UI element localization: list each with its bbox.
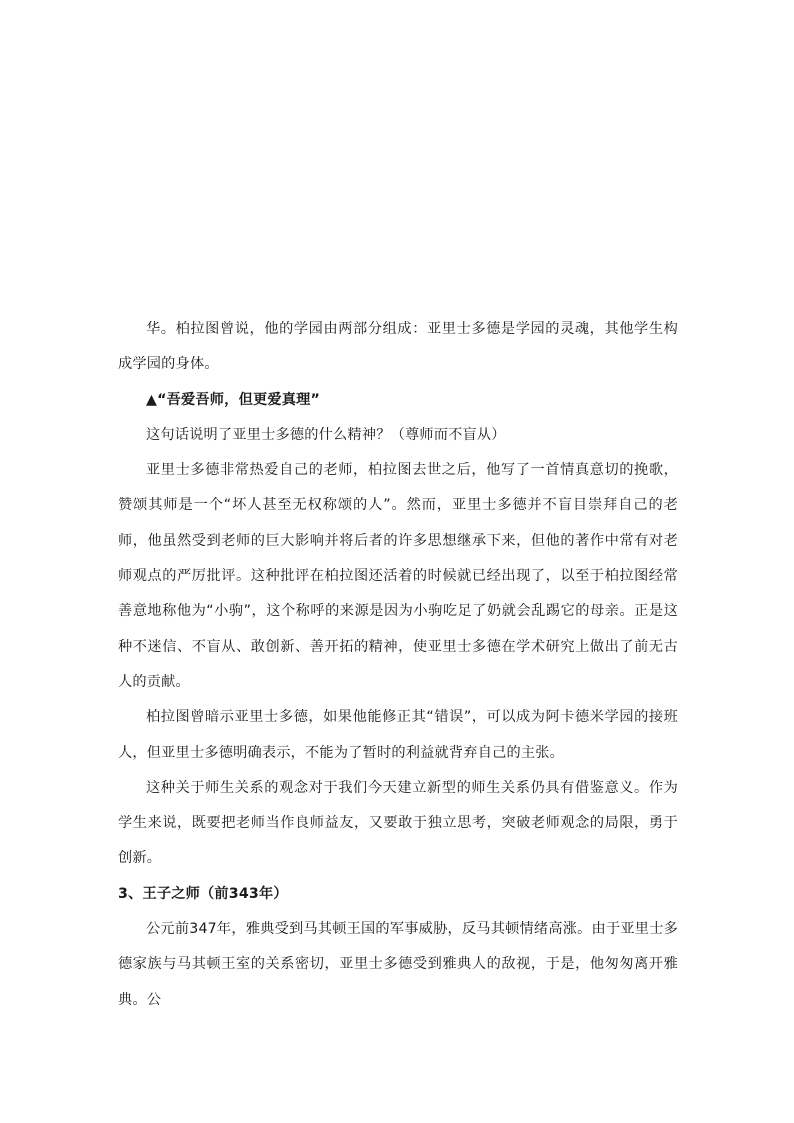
- quote-heading: ▲“吾爱吾师，但更爱真理”: [146, 391, 321, 408]
- paragraph-body: 柏拉图曾暗示亚里士多德，如果他能修正其“错误”，可以成为阿卡德米学园的接班人，但亚里士多德明确表示，不能为了暂时的利益就背弃自己的主张。: [118, 709, 678, 761]
- paragraph-body: 这种关于师生关系的观念对于我们今天建立新型的师生关系仍具有借鉴意义。作为学生来说，既要把老师当作良师益友，又要敢于独立思考，突破老师观念的局限，勇于创新。: [118, 779, 678, 867]
- section-heading: 3、王子之师（前343年）: [118, 885, 288, 902]
- paragraph-body: 公元前347年，雅典受到马其顿王国的军事威胁，反马其顿情绪高涨。由于亚里士多德家族与马其顿王室的关系密切，亚里士多德受到雅典人的敌视，于是，他匆匆离开雅典。公: [118, 921, 678, 1008]
- question-paragraph: 这句话说明了亚里士多德的什么精神？（尊师而不盲从）: [146, 426, 506, 443]
- paragraph-continuation: 华。柏拉图曾说，他的学园由两部分组成：亚里士多德是学园的灵魂，其他学生构成学园的身体。: [118, 321, 678, 373]
- document-body: [118, 312, 678, 1018]
- paragraph-body: 亚里士多德非常热爱自己的老师，柏拉图去世之后，他写了一首情真意切的挽歌，赞颂其师是一个“坏人甚至无权称颂的人”。然而，亚里士多德并不盲目崇拜自己的老师，他虽然受到老师的巨大影响并将后者的许多思想继承下来，但他的著作中常有对老师观点的严厉批评。这种批评在柏拉图还活着的时候就已经出现了，以至于柏拉图经常善意地称他为“小驹”，这个称呼的来源是因为小驹吃足了奶就会乱踢它的母亲。正是这种不迷信、不盲从、敢创新、善开拓的精神，使亚里士多德在学术研究上做出了前无古人的贡献。: [118, 462, 678, 690]
